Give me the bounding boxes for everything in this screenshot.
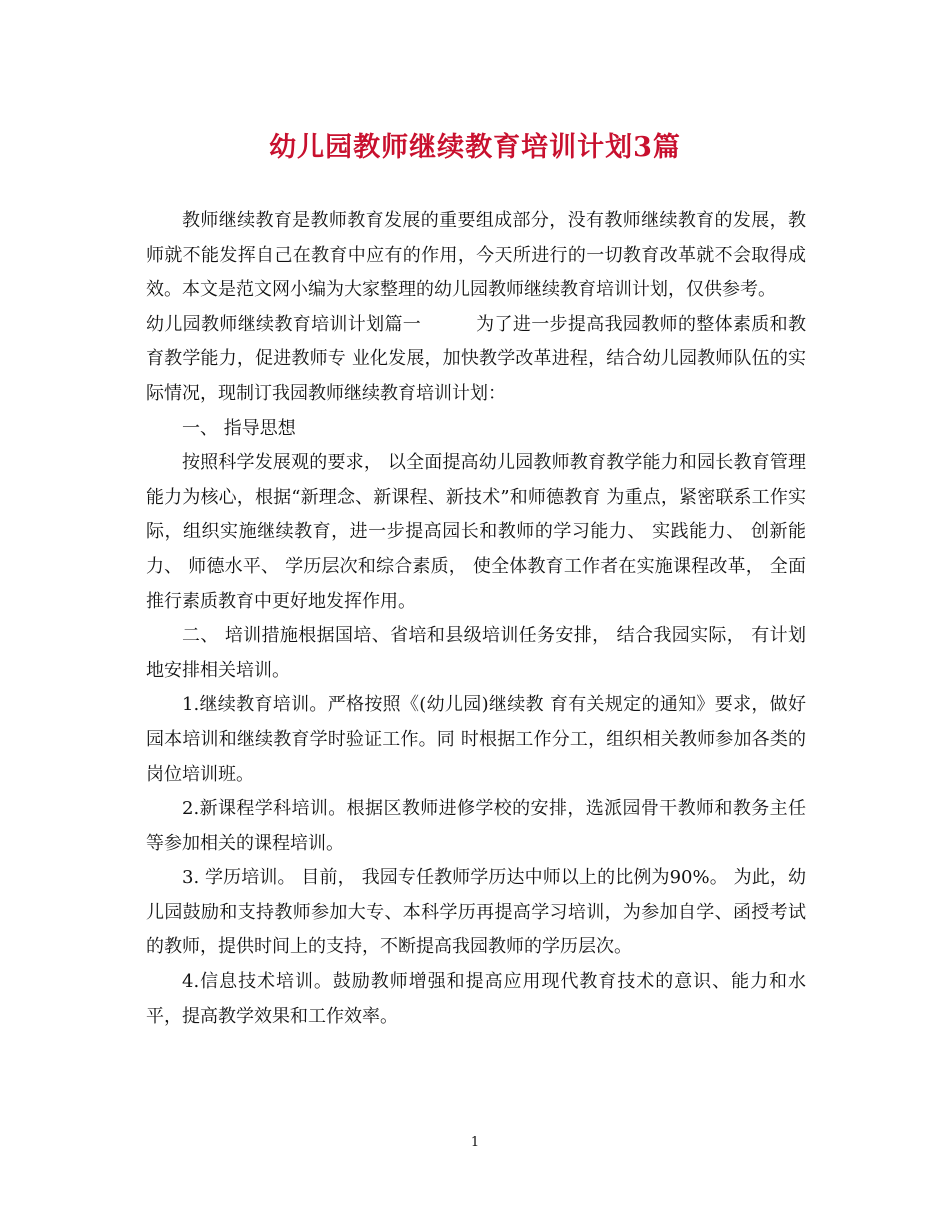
list-item-curriculum-training: 2.新课程学科培训。根据区教师进修学校的安排，选派园骨干教师和教务主任等参加相关的课程培训。 [146, 798, 806, 854]
list-item-continuing-education: 1.继续教育培训。严格按照《(幼儿园)继续教 育有关规定的通知》要求，做好园本培训和继续教育学时验证工作。同 时根据工作分工，组织相关教师参加各类的岗位培训班。 [146, 694, 806, 785]
section-heading-guiding-thought: 一、 指导思想 [182, 417, 296, 439]
document-title: 幼儿园教师继续教育培训计划3篇 [269, 132, 681, 163]
paragraph-plan-one-heading: 幼儿园教师继续教育培训计划篇一 为了进一步提高我园教师的整体素质和教育教学能力，促进教师专 业化发展，加快教学改革进程，结合幼儿园教师队伍的实际情况，现制订我园教师继续教育培训计划： [146, 313, 806, 404]
paragraph-intro: 教师继续教育是教师教育发展的重要组成部分，没有教师继续教育的发展，教师就不能发挥自己在教育中应有的作用，今天所进行的一切教育改革就不会取得成效。本文是范文网小编为大家整理的幼儿园教师继续教育培训计划，仅供参考。 [146, 210, 806, 301]
list-item-it-training: 4.信息技术培训。鼓励教师增强和提高应用现代教育技术的意识、能力和水平，提高教学效果和工作效率。 [146, 971, 806, 1027]
list-item-degree-training: 3. 学历培训。 目前， 我园专任教师学历达中师以上的比例为90%。 为此，幼儿园鼓励和支持教师参加大专、本科学历再提高学习培训，为参加自学、函授考试的教师，提供时间上的支持，不断提高我园教师的学历层次。 [146, 867, 806, 958]
paragraph-guiding-thought: 按照科学发展观的要求， 以全面提高幼儿园教师教育教学能力和园长教育管理能力为核心，根据“新理念、新课程、新技术”和师德教育 为重点，紧密联系工作实际，组织实施继续教育，进一步提高园长和教师的学习能力、 实践能力、 创新能力、 师德水平、 学历层次和综合素质， 使全体教育工作者在实施课程改革， 全面推行素质教育中更好地发挥作用。 [146, 452, 806, 612]
section-heading-training-measures: 二、 培训措施根据国培、省培和县级培训任务安排， 结合我园实际， 有计划地安排相关培训。 [146, 625, 806, 681]
page-number: 1 [470, 1135, 480, 1150]
document-body [146, 204, 806, 1034]
